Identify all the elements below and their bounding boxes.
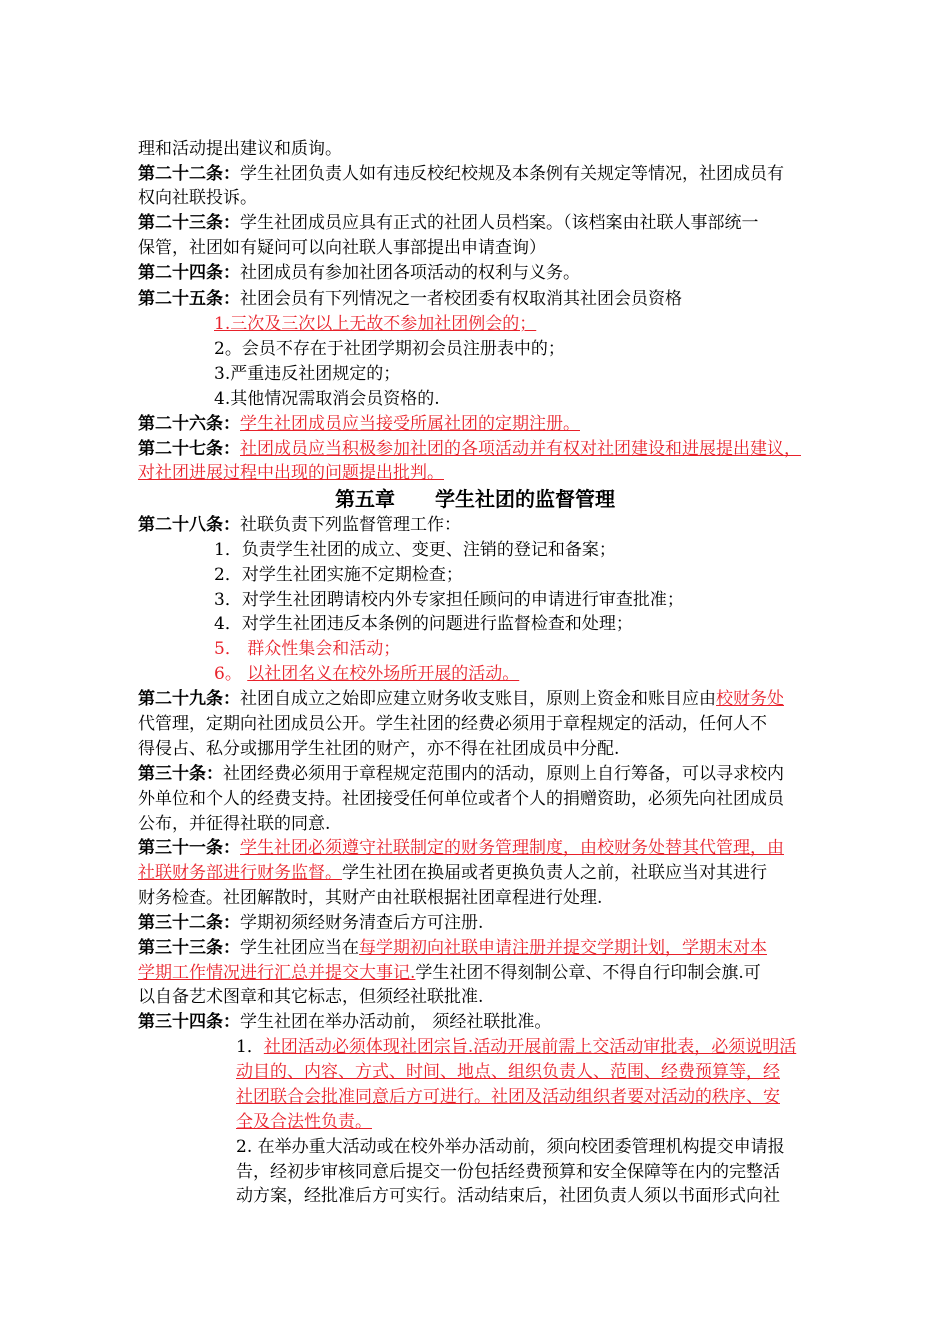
list-item: 2．对学生社团实施不定期检查； <box>214 565 463 585</box>
article-30: 第三十条：社团经费必须用于章程规定范围内的活动，原则上自行筹备，可以寻求校内 <box>138 764 784 784</box>
list-item: 4.其他情况需取消会员资格的. <box>214 389 440 409</box>
text-line: 理和活动提出建议和质询。 <box>138 139 342 159</box>
text-line: 社联财务部进行财务监督。学生社团在换届或者更换负责人之前，社联应当对其进行 <box>138 863 767 883</box>
article-32: 第三十二条：学期初须经财务清查后方可注册. <box>138 913 484 933</box>
text-line: 全及合法性负责。 <box>236 1112 372 1132</box>
list-item: 1．社团活动必须体现社团宗旨.活动开展前需上交活动审批表，必须说明活 <box>236 1037 797 1057</box>
article-label: 第二十七条： <box>138 439 240 459</box>
article-label: 第二十四条： <box>138 263 240 283</box>
article-label: 第三十三条： <box>138 938 240 958</box>
article-25: 第二十五条：社团会员有下列情况之一者校团委有权取消其社团会员资格 <box>138 289 682 309</box>
article-29: 第二十九条：社团自成立之始即应建立财务收支账目，原则上资金和账目应由校财务处 <box>138 689 784 709</box>
text-line: 代管理，定期向社团成员公开。学生社团的经费必须用于章程规定的活动，任何人不 <box>138 714 767 734</box>
article-28: 第二十八条：社联负责下列监督管理工作： <box>138 515 461 535</box>
article-24: 第二十四条：社团成员有参加社团各项活动的权利与义务。 <box>138 263 580 283</box>
article-label: 第三十二条： <box>138 913 240 933</box>
text-line: 得侵占、私分或挪用学生社团的财产，亦不得在社团成员中分配. <box>138 739 620 759</box>
text-line: 告，经初步审核同意后提交一份包括经费预算和安全保障等在内的完整活 <box>236 1162 780 1182</box>
text-line: 社团联合会批准同意后方可进行。社团及活动组织者要对活动的秩序、安 <box>236 1087 780 1107</box>
article-label: 第三十一条： <box>138 838 240 858</box>
text-line: 保管，社团如有疑问可以向社联人事部提出申请查询） <box>138 238 546 258</box>
article-label: 第二十五条： <box>138 289 240 309</box>
list-item: 6。 以社团名义在校外场所开展的活动。 <box>214 664 520 684</box>
article-label: 第二十六条： <box>138 414 240 434</box>
text-line: 财务检查。社团解散时，其财产由社联根据社团章程进行处理. <box>138 888 603 908</box>
list-item: 4．对学生社团违反本条例的问题进行监督检查和处理； <box>214 614 633 634</box>
text-line: 公布，并征得社联的同意. <box>138 814 331 834</box>
article-27: 第二十七条：社团成员应当积极参加社团的各项活动并有权对社团建设和进展提出建议， <box>138 439 801 459</box>
text-line: 对社团进展过程中出现的问题提出批判。 <box>138 463 444 483</box>
article-34: 第三十四条：学生社团在举办活动前， 须经社联批准。 <box>138 1012 552 1032</box>
list-item: 1.三次及三次以上无故不参加社团例会的； <box>214 314 537 334</box>
article-26: 第二十六条：学生社团成员应当接受所属社团的定期注册。 <box>138 414 580 434</box>
text-line: 以自备艺术图章和其它标志，但须经社联批准. <box>138 987 484 1007</box>
article-22: 第二十二条：学生社团负责人如有违反校纪校规及本条例有关规定等情况，社团成员有 <box>138 164 784 184</box>
text-line: 动方案，经批准后方可实行。活动结束后，社团负责人须以书面形式向社 <box>236 1186 780 1206</box>
list-item: 3.严重违反社团规定的； <box>214 364 401 384</box>
article-label: 第二十八条： <box>138 515 240 535</box>
article-31: 第三十一条：学生社团必须遵守社联制定的财务管理制度，由校财务处替其代管理，由 <box>138 838 784 858</box>
article-label: 第三十四条： <box>138 1012 240 1032</box>
article-33: 第三十三条：学生社团应当在每学期初向社联申请注册并提交学期计划，学期末对本 <box>138 938 767 958</box>
article-label: 第二十三条： <box>138 213 240 233</box>
text-line: 动目的、内容、方式、时间、地点、组织负责人、范围、经费预算等，经 <box>236 1062 780 1082</box>
text-line: 外单位和个人的经费支持。社团接受任何单位或者个人的捐赠资助，必须先向社团成员 <box>138 789 784 809</box>
article-label: 第二十二条： <box>138 164 240 184</box>
list-item: 1．负责学生社团的成立、变更、注销的登记和备案； <box>214 540 616 560</box>
chapter-heading: 第五章 学生社团的监督管理 <box>335 487 615 511</box>
text-line: 学期工作情况进行汇总并提交大事记.学生社团不得刻制公章、不得自行印制会旗.可 <box>138 963 761 983</box>
article-23: 第二十三条：学生社团成员应具有正式的社团人员档案。（该档案由社联人事部统一 <box>138 213 759 233</box>
article-label: 第三十条： <box>138 764 223 784</box>
list-item: 5． 群众性集会和活动； <box>214 639 401 659</box>
list-item: 2. 在举办重大活动或在校外举办活动前，须向校团委管理机构提交申请报 <box>236 1137 785 1157</box>
list-item: 3．对学生社团聘请校内外专家担任顾问的申请进行审查批准； <box>214 590 684 610</box>
list-item: 2。会员不存在于社团学期初会员注册表中的； <box>214 339 565 359</box>
article-label: 第二十九条： <box>138 689 240 709</box>
text-line: 权向社联投诉。 <box>138 188 257 208</box>
